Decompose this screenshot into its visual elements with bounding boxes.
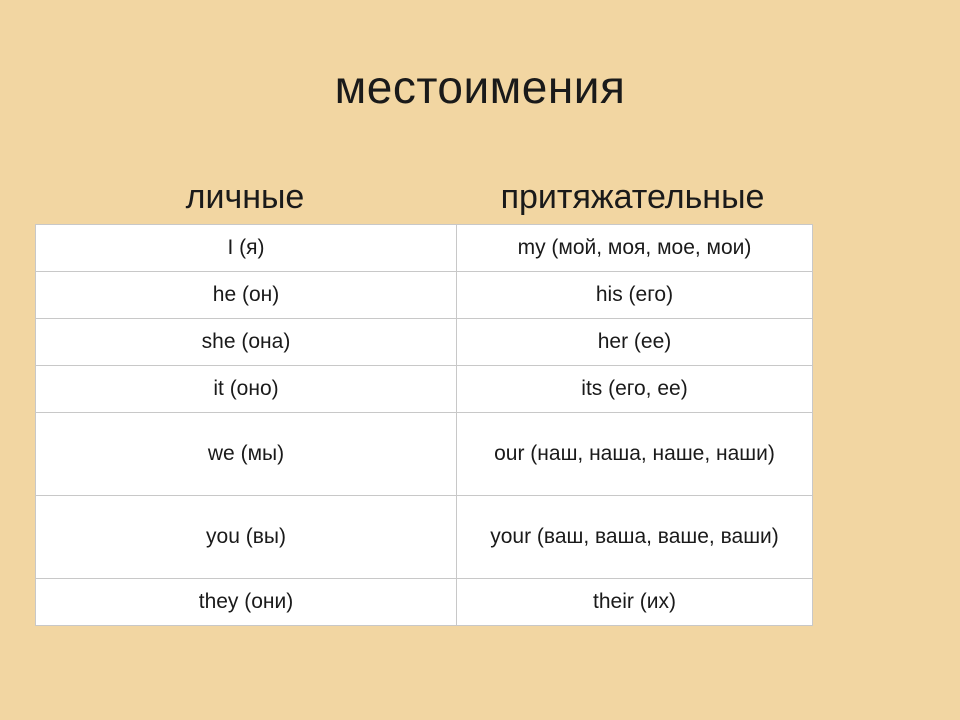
cell-personal: she (она) [36, 319, 457, 366]
column-header-personal: личные [185, 178, 305, 216]
table-row [36, 272, 813, 319]
cell-possessive: my (мой, моя, мое, мои) [457, 225, 813, 272]
cell-personal: it (оно) [36, 366, 457, 413]
table-row [36, 225, 813, 272]
table-row [36, 319, 813, 366]
page-title: местоимения [334, 61, 626, 113]
cell-personal: I (я) [36, 225, 457, 272]
column-header-possessive: притяжательные [500, 178, 765, 216]
cell-possessive: its (его, ее) [457, 366, 813, 413]
cell-personal: they (они) [36, 579, 457, 626]
table-row [36, 496, 813, 579]
cell-possessive: your (ваш, ваша, ваше, ваши) [457, 496, 813, 579]
cell-personal: he (он) [36, 272, 457, 319]
table-row [36, 366, 813, 413]
cell-personal: you (вы) [36, 496, 457, 579]
cell-possessive: his (его) [457, 272, 813, 319]
table-row [36, 413, 813, 496]
cell-personal: we (мы) [36, 413, 457, 496]
cell-possessive: their (их) [457, 579, 813, 626]
column-headers [35, 178, 810, 217]
cell-possessive: her (ее) [457, 319, 813, 366]
table-row [36, 579, 813, 626]
pronouns-table-body [36, 225, 813, 626]
cell-possessive: our (наш, наша, наше, наши) [457, 413, 813, 496]
pronouns-table [35, 224, 813, 626]
